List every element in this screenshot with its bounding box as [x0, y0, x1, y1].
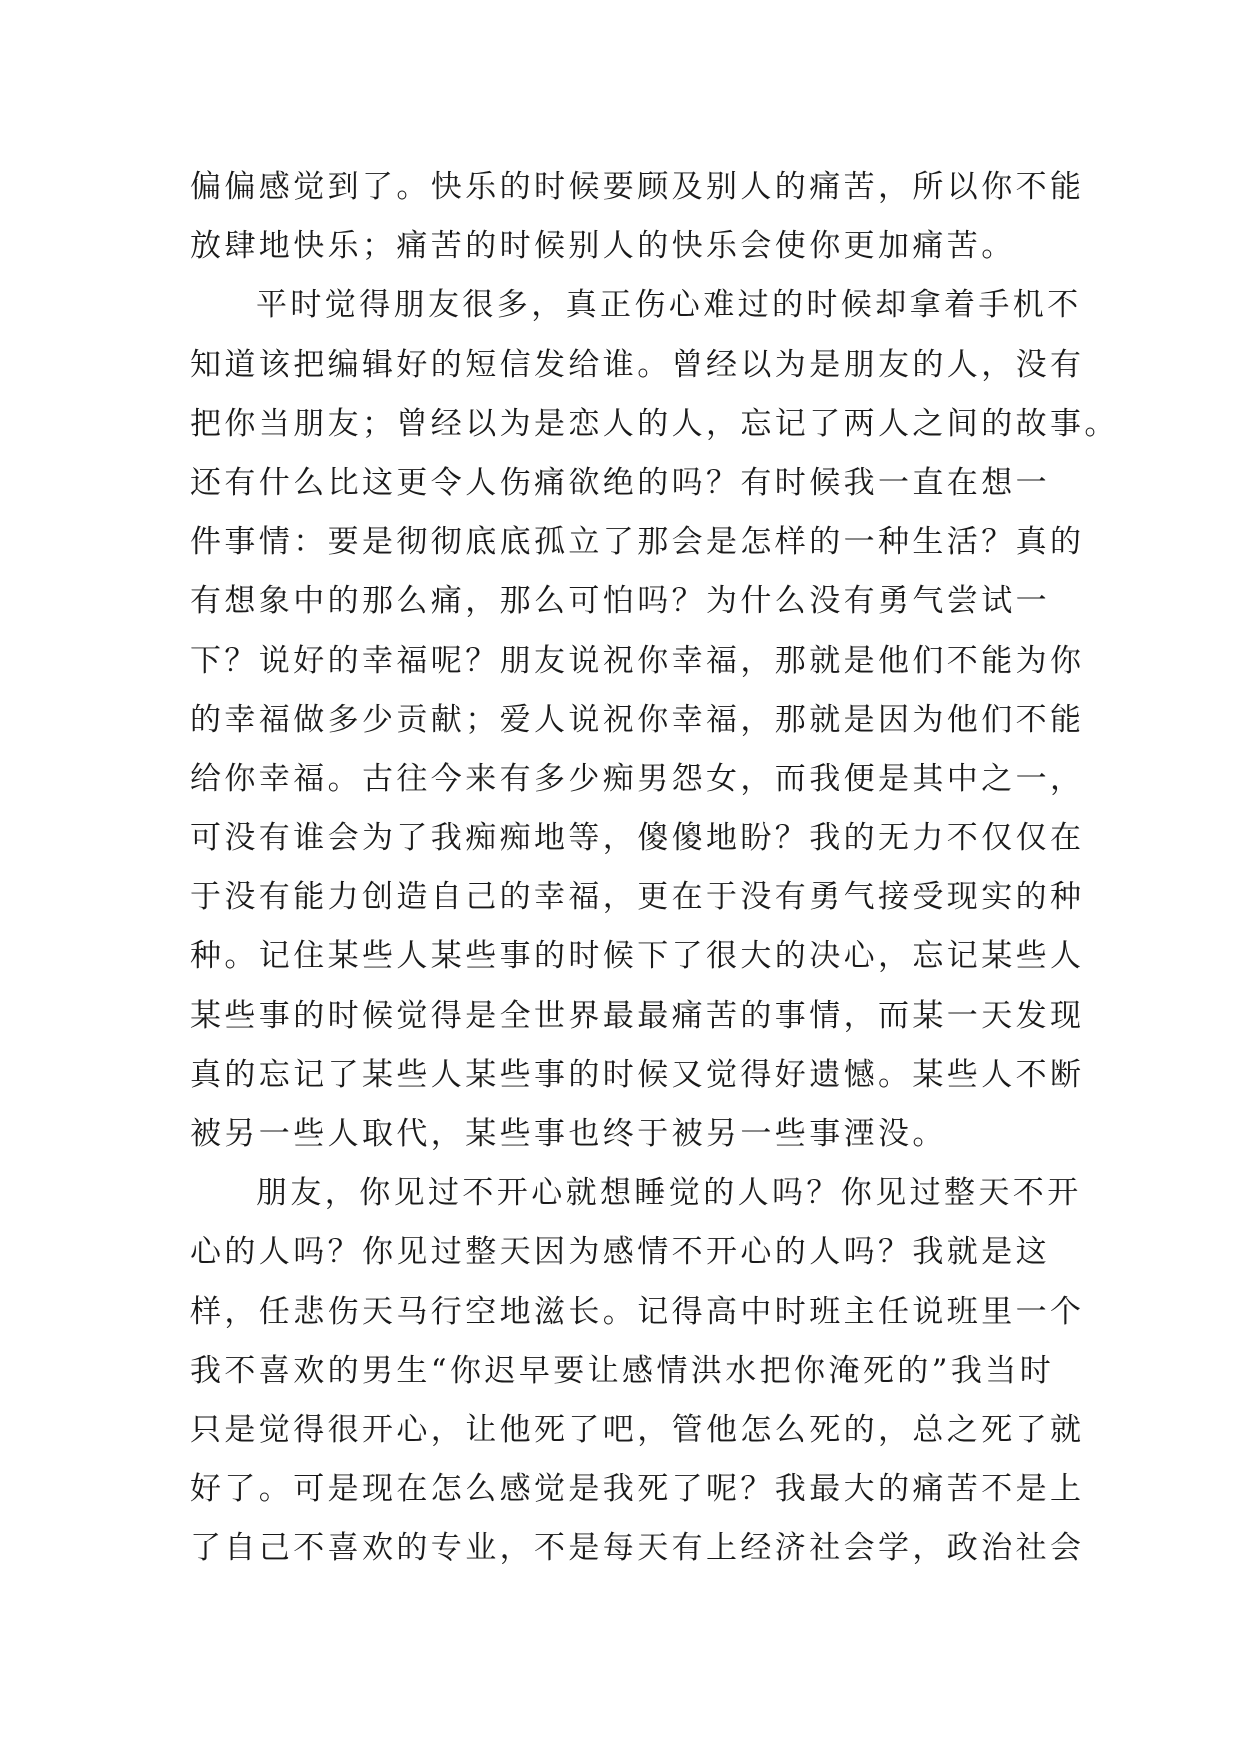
text-line: 可没有谁会为了我痴痴地等，傻傻地盼？我的无力不仅仅在 — [190, 820, 1085, 857]
text-line: 真的忘记了某些人某些事的时候又觉得好遗憾。某些人不断 — [190, 1056, 1085, 1093]
text-line: 被另一些人取代，某些事也终于被另一些事湮没。 — [190, 1116, 947, 1152]
text-line: 的幸福做多少贡献；爱人说祝你幸福，那就是因为他们不能 — [190, 701, 1085, 738]
text-line: 偏偏感觉到了。快乐的时候要顾及别人的痛苦，所以你不能 — [190, 169, 1085, 205]
text-line: 心的人吗？你见过整天因为感情不开心的人吗？我就是这 — [190, 1234, 1050, 1271]
text-line: 朋友，你见过不开心就想睡觉的人吗？你见过整天不开 — [256, 1175, 1082, 1212]
text-line: 知道该把编辑好的短信发给谁。曾经以为是朋友的人，没有 — [190, 346, 1085, 383]
text-line: 我不喜欢的男生“你迟早要让感情洪水把你淹死的”我当时 — [190, 1352, 1055, 1389]
text-line: 好了。可是现在怎么感觉是我死了呢？我最大的痛苦不是上 — [190, 1471, 1085, 1508]
text-line: 某些事的时候觉得是全世界最最痛苦的事情，而某一天发现 — [190, 997, 1085, 1034]
text-line: 还有什么比这更令人伤痛欲绝的吗？有时候我一直在想一 — [190, 464, 1050, 501]
text-line: 件事情：要是彻彻底底孤立了那会是怎样的一种生活？真的 — [190, 524, 1085, 561]
text-line: 下？说好的幸福呢？朋友说祝你幸福，那就是他们不能为你 — [190, 642, 1085, 679]
text-line: 样，任悲伤天马行空地滋长。记得高中时班主任说班里一个 — [190, 1293, 1085, 1330]
text-line: 只是觉得很开心，让他死了吧，管他怎么死的，总之死了就 — [190, 1411, 1085, 1448]
text-line: 有想象中的那么痛，那么可怕吗？为什么没有勇气尝试一 — [190, 583, 1050, 620]
text-line: 种。记住某些人某些事的时候下了很大的决心，忘记某些人 — [190, 938, 1085, 975]
text-line: 平时觉得朋友很多，真正伤心难过的时候却拿着手机不 — [256, 287, 1082, 324]
text-line: 放肆地快乐；痛苦的时候别人的快乐会使你更加痛苦。 — [190, 228, 1016, 265]
text-line: 把你当朋友；曾经以为是恋人的人，忘记了两人之间的故事。 — [190, 405, 1119, 442]
text-line: 了自己不喜欢的专业，不是每天有上经济社会学，政治社会 — [190, 1530, 1085, 1567]
body-text — [190, 158, 1119, 1579]
text-line: 给你幸福。古往今来有多少痴男怨女，而我便是其中之一， — [190, 760, 1085, 797]
text-line: 于没有能力创造自己的幸福，更在于没有勇气接受现实的种 — [190, 879, 1085, 916]
